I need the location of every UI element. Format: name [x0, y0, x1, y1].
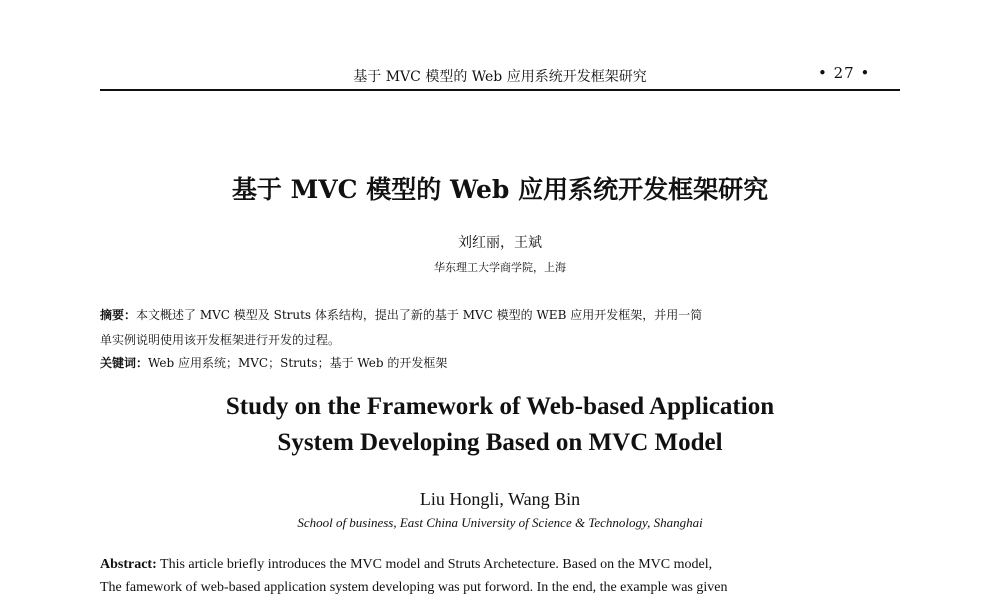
running-title: 基于 MVC 模型的 Web 应用系统开发框架研究	[353, 69, 647, 85]
paper-title-english-line-2: System Developing Based on MVC Model	[277, 429, 723, 456]
keywords-chinese-label: 关键词：	[100, 356, 149, 370]
abstract-chinese-text-1: 本文概述了 MVC 模型及 Struts 体系结构，提出了新的基于 MVC 模型的 WEB 应用开发框架，并用一简	[136, 308, 703, 322]
abstract-english-label: Abstract:	[100, 557, 157, 572]
abstract-chinese-line-1	[100, 306, 702, 323]
affiliation-chinese: 华东理工大学商学院，上海	[434, 261, 566, 274]
authors-chinese: 刘红丽，王斌	[458, 235, 542, 251]
abstract-chinese-line-2: 单实例说明使用该开发框架进行开发的过程。	[100, 333, 341, 347]
abstract-english-text-1: This article briefly introduces the MVC model and Struts Archetecture. Based on the MVC model,	[156, 557, 713, 572]
abstract-chinese-label: 摘要：	[100, 308, 137, 322]
header-rule	[100, 89, 900, 91]
page-number: • 27 •	[818, 64, 871, 82]
authors-english: Liu Hongli, Wang Bin	[419, 489, 581, 509]
abstract-english-line-1	[100, 557, 712, 573]
paper-title-english-line-1: Study on the Framework of Web-based Application	[225, 393, 775, 420]
abstract-english-line-2: The famework of web-based application system developing was put forword. In the end, the example was given	[100, 580, 728, 595]
keywords-chinese	[100, 354, 447, 371]
keywords-chinese-text: Web 应用系统；MVC；Struts；基于 Web 的开发框架	[148, 356, 448, 370]
paper-title-chinese: 基于 MVC 模型的 Web 应用系统开发框架研究	[231, 175, 769, 204]
affiliation-english: School of business, East China University of Science & Technology, Shanghai	[297, 515, 703, 530]
